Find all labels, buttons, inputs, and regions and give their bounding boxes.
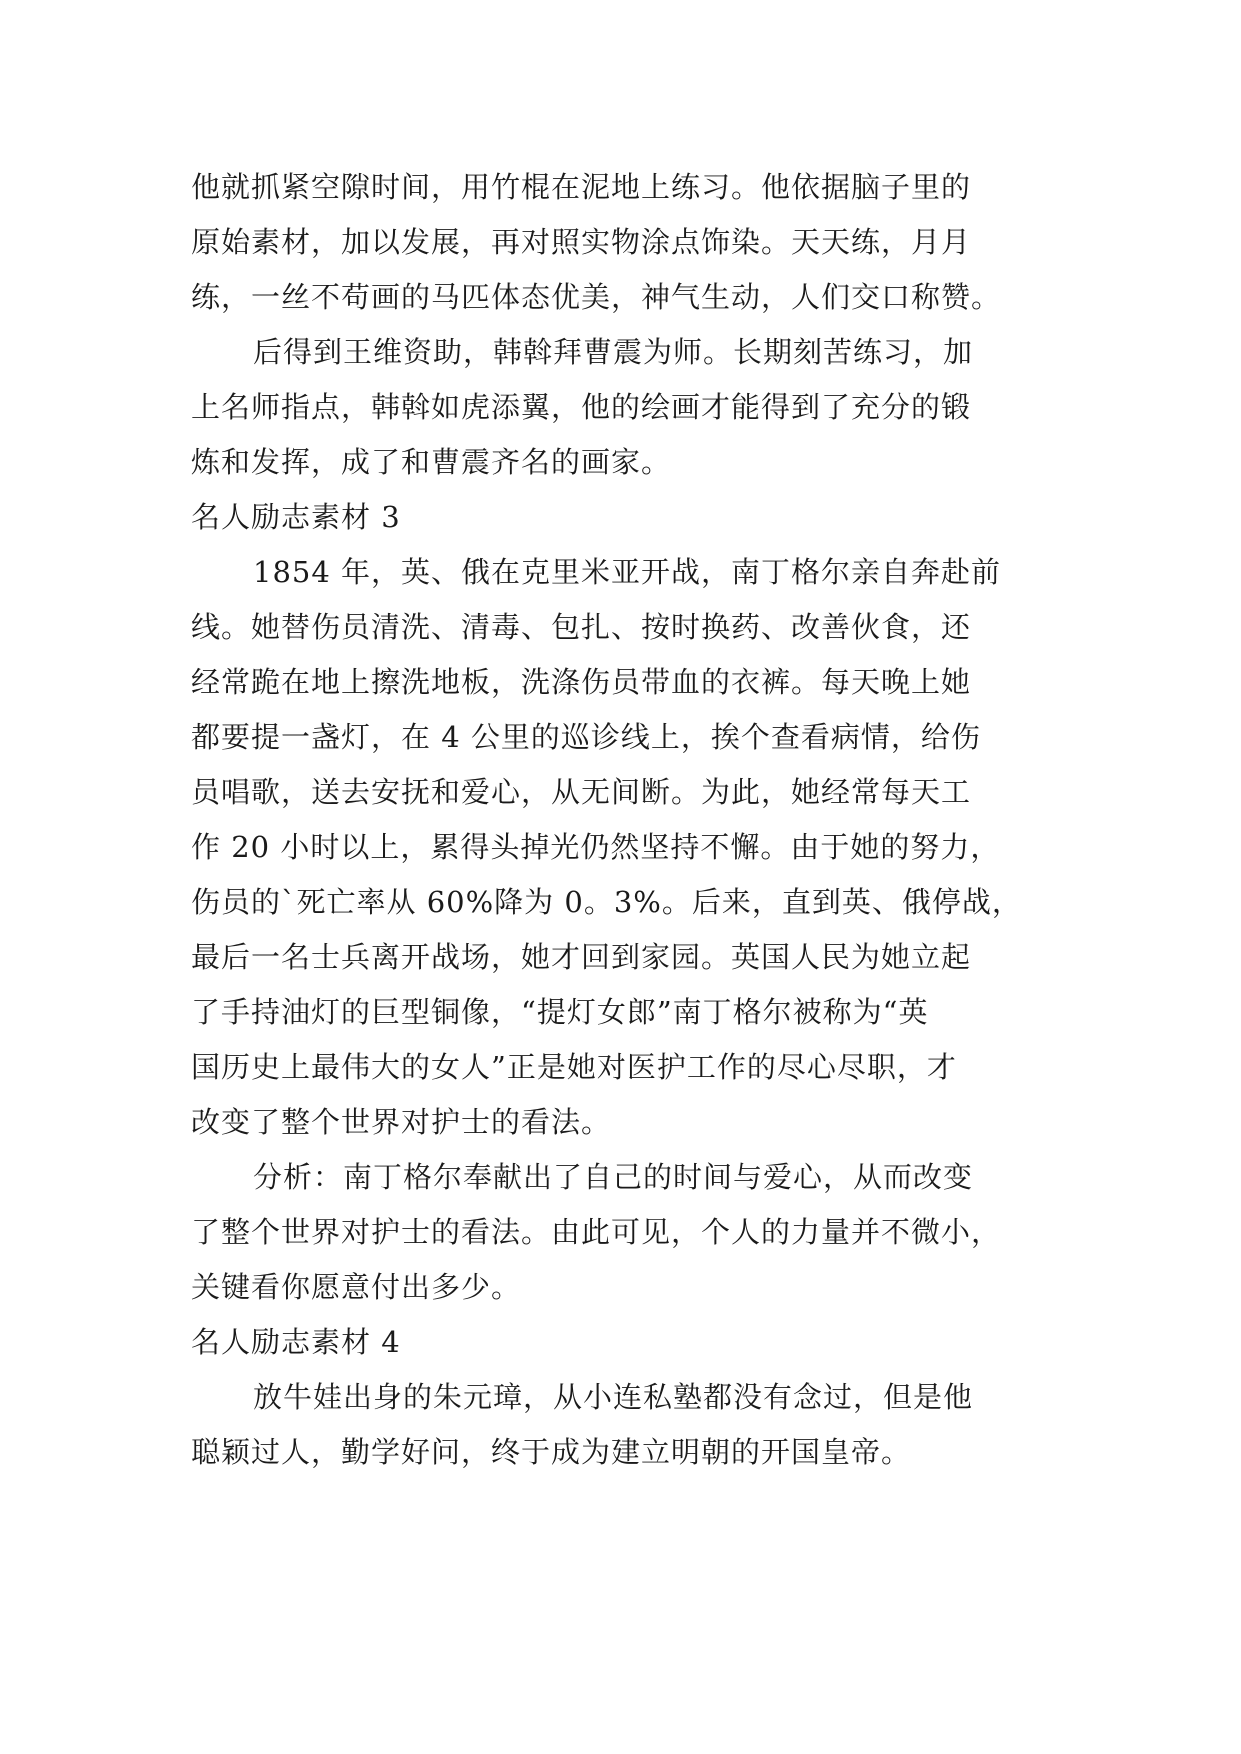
document-body [191, 160, 1051, 1480]
text-line: 作 20 小时以上，累得头掉光仍然坚持不懈。由于她的努力， [191, 830, 1001, 864]
paragraph-han-gan-practice [191, 160, 1051, 325]
text-line: 分析：南丁格尔奉献出了自己的时间与爱心，从而改变 [253, 1160, 974, 1194]
text-line: 最后一名士兵离开战场，她才回到家园。英国人民为她立起 [191, 940, 972, 974]
text-line: 伤员的`死亡率从 60%降为 0。3%。后来，直到英、俄停战， [191, 885, 1022, 919]
text-line: 上名师指点，韩斡如虎添翼，他的绘画才能得到了充分的锻 [191, 390, 972, 424]
text-line: 原始素材，加以发展，再对照实物涂点饰染。天天练，月月 [191, 225, 972, 259]
section-heading-4: 名人励志素材 4 [191, 1325, 401, 1359]
text-line: 后得到王维资助，韩斡拜曹震为师。长期刻苦练习，加 [253, 335, 974, 369]
text-line: 了手持油灯的巨型铜像，“提灯女郎”南丁格尔被称为“英 [191, 995, 929, 1029]
section-heading-3: 名人励志素材 3 [191, 500, 401, 534]
text-line: 员唱歌，送去安抚和爱心，从无间断。为此，她经常每天工 [191, 775, 972, 809]
text-line: 炼和发挥，成了和曹震齐名的画家。 [191, 445, 672, 479]
text-line: 聪颖过人，勤学好问，终于成为建立明朝的开国皇帝。 [191, 1435, 912, 1469]
text-line: 国历史上最伟大的女人”正是她对医护工作的尽心尽职，才 [191, 1050, 957, 1084]
text-line: 关键看你愿意付出多少。 [191, 1270, 522, 1304]
text-line: 了整个世界对护士的看法。由此可见，个人的力量并不微小， [191, 1215, 1002, 1249]
paragraph-nightingale [191, 545, 1051, 1150]
text-line: 都要提一盏灯，在 4 公里的巡诊线上，挨个查看病情，给伤 [191, 720, 981, 754]
paragraph-analysis [191, 1150, 1051, 1315]
text-line: 线。她替伤员清洗、清毒、包扎、按时换药、改善伙食，还 [191, 610, 972, 644]
text-line: 他就抓紧空隙时间，用竹棍在泥地上练习。他依据脑子里的 [191, 170, 972, 204]
text-line: 1854 年，英、俄在克里米亚开战，南丁格尔亲自奔赴前 [253, 555, 1002, 589]
paragraph-han-gan-teacher [191, 325, 1051, 490]
paragraph-zhu-yuanzhang [191, 1370, 1051, 1480]
text-line: 经常跪在地上擦洗地板，洗涤伤员带血的衣裤。每天晚上她 [191, 665, 972, 699]
text-line: 改变了整个世界对护士的看法。 [191, 1105, 612, 1139]
text-line: 练，一丝不苟画的马匹体态优美，神气生动，人们交口称赞。 [191, 280, 1002, 314]
text-line: 放牛娃出身的朱元璋，从小连私塾都没有念过，但是他 [253, 1380, 974, 1414]
